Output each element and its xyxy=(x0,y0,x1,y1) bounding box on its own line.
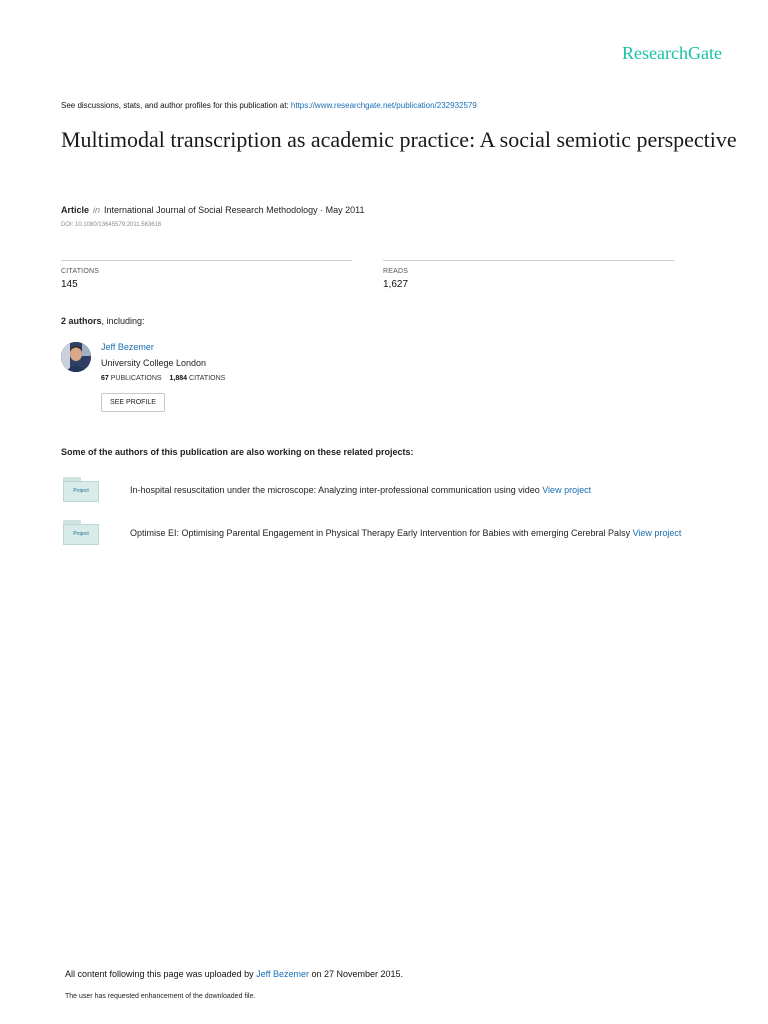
uploader-link[interactable]: Jeff Bezemer xyxy=(256,969,309,979)
citations-stat xyxy=(61,260,352,290)
author-publications-label: PUBLICATIONS xyxy=(110,375,162,382)
project-text xyxy=(130,485,591,495)
uploaded-note xyxy=(65,969,403,979)
journal-date: International Journal of Social Research Methodology · May 2011 xyxy=(104,205,365,215)
uploaded-suffix: on 27 November 2015. xyxy=(308,969,404,979)
citations-value: 145 xyxy=(61,279,78,290)
publication-meta xyxy=(61,205,365,215)
publication-title: Multimodal transcription as academic practice: A social semiotic perspective xyxy=(61,127,737,152)
uploaded-prefix: All content following this page was uploaded by xyxy=(65,969,257,979)
authors-including: , including: xyxy=(101,316,145,326)
avatar-portrait xyxy=(61,342,91,372)
doi-text: DOI: 10.1080/13645579.2011.563616 xyxy=(61,222,162,228)
citations-label: CITATIONS xyxy=(61,268,100,275)
related-projects-heading: Some of the authors of this publication are also working on these related projects: xyxy=(61,447,414,457)
author-citations-label: CITATIONS xyxy=(189,375,226,382)
discussions-line xyxy=(61,101,477,110)
project-item xyxy=(61,477,741,507)
reads-label: READS xyxy=(383,268,409,275)
project-folder-label: Project xyxy=(63,524,99,545)
project-folder-label: Project xyxy=(63,481,99,502)
author-citations-count: 1,884 xyxy=(169,375,188,382)
researchgate-logo[interactable]: ResearchGate xyxy=(622,43,722,63)
reads-value: 1,627 xyxy=(383,279,409,290)
publication-url-link[interactable]: https://www.researchgate.net/publication/232932579 xyxy=(290,101,477,110)
reads-stat xyxy=(383,260,674,290)
authors-heading xyxy=(61,316,145,326)
author-institution: University College London xyxy=(101,358,207,368)
discussions-text: See discussions, stats, and author profiles for this publication at: xyxy=(61,101,291,110)
see-profile-button[interactable]: SEE PROFILE xyxy=(101,393,165,412)
view-project-link[interactable]: View project xyxy=(542,485,592,495)
author-publications-count: 67 xyxy=(101,375,109,382)
author-avatar-icon[interactable] xyxy=(61,342,91,372)
authors-count: 2 authors xyxy=(61,316,102,326)
project-item xyxy=(61,520,741,550)
project-folder-icon xyxy=(63,477,99,503)
project-title: In-hospital resuscitation under the microscope: Analyzing inter-professional communication using video xyxy=(130,485,543,495)
project-title: Optimise EI: Optimising Parental Engagement in Physical Therapy Early Intervention for Babies with emerging Cerebral Palsy xyxy=(130,528,633,538)
enhancement-note: The user has requested enhancement of the downloaded file. xyxy=(65,993,256,1000)
project-text xyxy=(130,528,681,538)
project-folder-icon xyxy=(63,520,99,546)
author-name-link[interactable]: Jeff Bezemer xyxy=(101,342,154,352)
publication-type: Article xyxy=(61,205,90,215)
in-word: in xyxy=(93,205,101,215)
view-project-link[interactable]: View project xyxy=(632,528,682,538)
author-stats xyxy=(101,375,231,382)
